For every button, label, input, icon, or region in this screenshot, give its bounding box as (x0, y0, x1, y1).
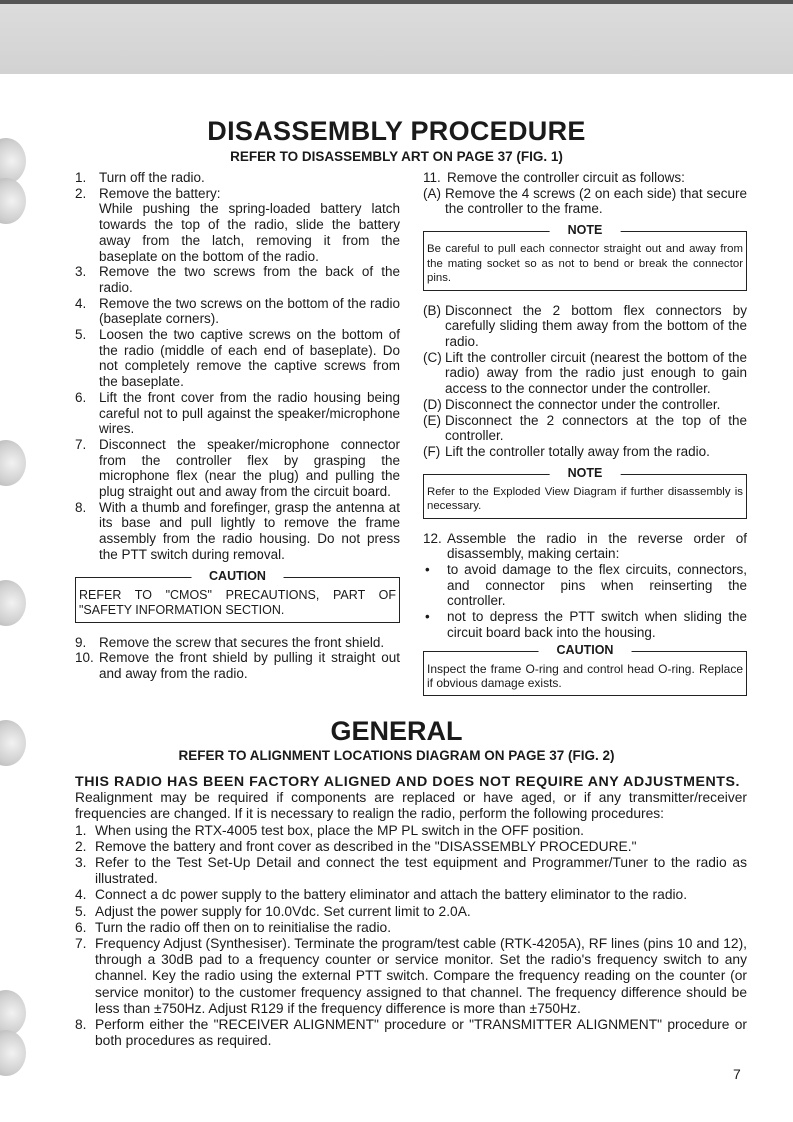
step-item-number: 2. (75, 185, 87, 201)
step-item (75, 327, 400, 390)
step-item (75, 437, 400, 500)
caution-box (75, 568, 400, 623)
substep-item-text: Disconnect the connector under the controller. (445, 396, 721, 412)
step-item-text: Turn off the radio. (99, 170, 205, 185)
general-step (75, 887, 747, 903)
caution-text: REFER TO "CMOS" PRECAUTIONS, PART OF "SAFETY INFORMATION SECTION. (79, 587, 396, 617)
substep-item (423, 444, 747, 460)
step-item (75, 650, 400, 681)
general-step-number: 8. (75, 1017, 87, 1033)
general-step-text: Perform either the "RECEIVER ALIGNMENT" procedure or "TRANSMITTER ALIGNMENT" procedure or both procedures as required. (95, 1017, 747, 1049)
disassembly-title: DISASSEMBLY PROCEDURE (207, 116, 586, 146)
step-item-text: Disconnect the speaker/microphone connector from the controller flex by grasping the microphone flex (near the plug) and pulling the plug straight out and away from the circuit board. (99, 436, 400, 500)
step-item-number: 5. (75, 327, 87, 343)
caution-label: CAUTION (191, 569, 284, 584)
binder-hole (0, 1030, 26, 1076)
step-item (75, 390, 400, 437)
step-item-number: 3. (75, 264, 87, 280)
bullet-item-text: to avoid damage to the flex circuits, connectors, and connector pins when reinserting the controller. (447, 562, 747, 609)
step-number: 11. (423, 170, 441, 185)
general-section (75, 774, 747, 1049)
note-label: NOTE (550, 466, 621, 481)
general-step-number: 2. (75, 838, 87, 854)
step-item-number: 8. (75, 499, 87, 515)
general-step-text: When using the RTX-4005 test box, place the MP PL switch in the OFF position. (95, 822, 585, 838)
substep-item-number: (C) (423, 349, 442, 365)
general-title: GENERAL (330, 716, 463, 746)
step-item (75, 635, 400, 651)
binder-hole (0, 580, 26, 626)
substep-item (423, 350, 747, 397)
step-item (75, 264, 400, 295)
caution-text: Inspect the frame O-ring and control head O-ring. Replace if obvious damage exists. (427, 661, 743, 691)
step-number: 12. (423, 530, 442, 546)
substep-item-text: Lift the controller totally away from the radio. (445, 443, 710, 459)
general-step-text: Frequency Adjust (Synthesiser). Terminate the program/test cable (RTK-4205A), RF lines (pins 10 and 12), through a 30dB pad to a frequency counter or service monitor. Set the radio's frequency switch to any channel. Key the radio using the external PTT switch. Compare the frequency reading on the counter (or service monitor) to the customer frequency assigned to that channel. The frequency difference should be less than ±750Hz. Adjust R129 if the frequency difference is more than ±750Hz. (95, 936, 747, 1016)
step-item (423, 170, 747, 186)
substep-item (423, 397, 747, 413)
note-text: Be careful to pull each connector straight out and away from the mating socket so as not to bend or break the connector pins. (427, 243, 743, 285)
substep-item-text: Lift the controller circuit (nearest the bottom of the radio) away from the radio just enough to gain access to the connector under the controller. (445, 349, 747, 397)
disassembly-left-column (75, 170, 400, 682)
general-step-text: Connect a dc power supply to the battery eliminator and attach the battery eliminator to the radio. (95, 887, 688, 903)
general-step (75, 855, 747, 887)
step-item-number: 9. (75, 634, 87, 650)
disassembly-subtitle: REFER TO DISASSEMBLY ART ON PAGE 37 (FIG. 1) (230, 149, 563, 164)
disassembly-right-column (423, 170, 747, 708)
bullet-item (423, 562, 747, 609)
page-number: 7 (733, 1066, 741, 1082)
caution-box (423, 642, 747, 696)
general-intro: Realignment may be required if components are replaced or have aged, or if any transmitter/receiver frequencies are changed. If it is necessary to realign the radio, perform the following procedures: (75, 790, 747, 822)
substep-text: Remove the 4 screws (2 on each side) that secure the controller to the frame. (445, 185, 747, 217)
general-step-text: Remove the battery and front cover as described in the "DISASSEMBLY PROCEDURE." (95, 838, 637, 854)
general-subtitle: REFER TO ALIGNMENT LOCATIONS DIAGRAM ON PAGE 37 (FIG. 2) (178, 748, 615, 763)
general-step-text: Adjust the power supply for 10.0Vdc. Set current limit to 2.0A. (95, 903, 471, 919)
step-item (75, 170, 400, 186)
general-step-text: Refer to the Test Set-Up Detail and connect the test equipment and Programmer/Tuner to the radio as illustrated. (95, 855, 747, 887)
general-step-number: 5. (75, 903, 87, 919)
step-item (75, 500, 400, 563)
step-item-number: 1. (75, 170, 87, 185)
substep-item (423, 413, 747, 444)
step-item-text: Remove the battery: (99, 185, 221, 201)
step-item-number: 7. (75, 436, 87, 452)
general-step (75, 823, 747, 839)
general-step (75, 1017, 747, 1049)
step2-detail: While pushing the spring-loaded battery latch towards the top of the radio, slide the battery away from the latch, removing it from the baseplate on the bottom of the radio. (99, 201, 400, 264)
step-text: Remove the controller circuit as follows: (447, 170, 685, 185)
general-step-number: 7. (75, 936, 87, 952)
step-item-text: Remove the front shield by pulling it straight out and away from the radio. (99, 650, 400, 681)
substep-item-number: (F) (423, 443, 441, 459)
binder-hole (0, 178, 26, 224)
general-step (75, 936, 747, 1017)
binder-hole (0, 440, 26, 486)
step-detail (75, 201, 400, 264)
substep-letter: (A) (423, 185, 441, 201)
note-label: NOTE (550, 223, 621, 238)
substep-item-number: (E) (423, 412, 441, 428)
note-box (423, 223, 747, 291)
bullet-item (423, 609, 747, 640)
general-step (75, 839, 747, 855)
general-step-number: 6. (75, 919, 87, 935)
header-band (0, 0, 793, 74)
step-item-number: 6. (75, 389, 87, 405)
general-step (75, 904, 747, 920)
general-lead: THIS RADIO HAS BEEN FACTORY ALIGNED AND DOES NOT REQUIRE ANY ADJUSTMENTS. (75, 774, 740, 790)
step-item-text: Lift the front cover from the radio housing being careful not to pull against the speaker/microphone wires. (99, 389, 400, 437)
general-step-number: 3. (75, 855, 87, 871)
substep-item-number: (B) (423, 302, 441, 318)
caution-label: CAUTION (539, 643, 632, 658)
note-text: Refer to the Exploded View Diagram if further disassembly is necessary. (427, 485, 743, 513)
step-item-text: Remove the two screws on the bottom of the radio (baseplate corners). (99, 295, 400, 327)
step-item-text: With a thumb and forefinger, grasp the antenna at its base and pull lightly to remove the frame assembly from the radio housing. Do not press the PTT switch during removal. (99, 499, 400, 562)
substep-item (423, 303, 747, 350)
step-item-number: 10. (75, 650, 94, 666)
general-step-text: Turn the radio off then on to reinitialise the radio. (95, 919, 392, 935)
general-step-number: 4. (75, 887, 87, 903)
bullet-item-text: not to depress the PTT switch when sliding the circuit board back into the housing. (447, 609, 747, 640)
substep-item-number: (D) (423, 396, 442, 412)
bullet-item-number: • (425, 562, 430, 578)
step-item (423, 531, 747, 562)
note-box (423, 465, 747, 519)
step-item (75, 296, 400, 327)
substep-item-text: Disconnect the 2 bottom flex connectors by carefully sliding them away from the bottom of the radio. (445, 302, 747, 350)
substep-item-text: Disconnect the 2 connectors at the top of the controller. (445, 412, 747, 444)
substep-item (423, 186, 747, 217)
step-item-text: Remove the two screws from the back of the radio. (99, 264, 400, 295)
step-item (75, 186, 400, 202)
step-item-text: Loosen the two captive screws on the bottom of the radio (middle of each end of baseplate). Do not completely remove the captive screws from the baseplate. (99, 327, 400, 390)
bullet-item-number: • (425, 609, 430, 625)
general-step-number: 1. (75, 822, 87, 838)
step-item-number: 4. (75, 295, 87, 311)
step-text: Assemble the radio in the reverse order of disassembly, making certain: (447, 530, 747, 562)
step-item-text: Remove the screw that secures the front shield. (99, 634, 385, 650)
general-step (75, 920, 747, 936)
